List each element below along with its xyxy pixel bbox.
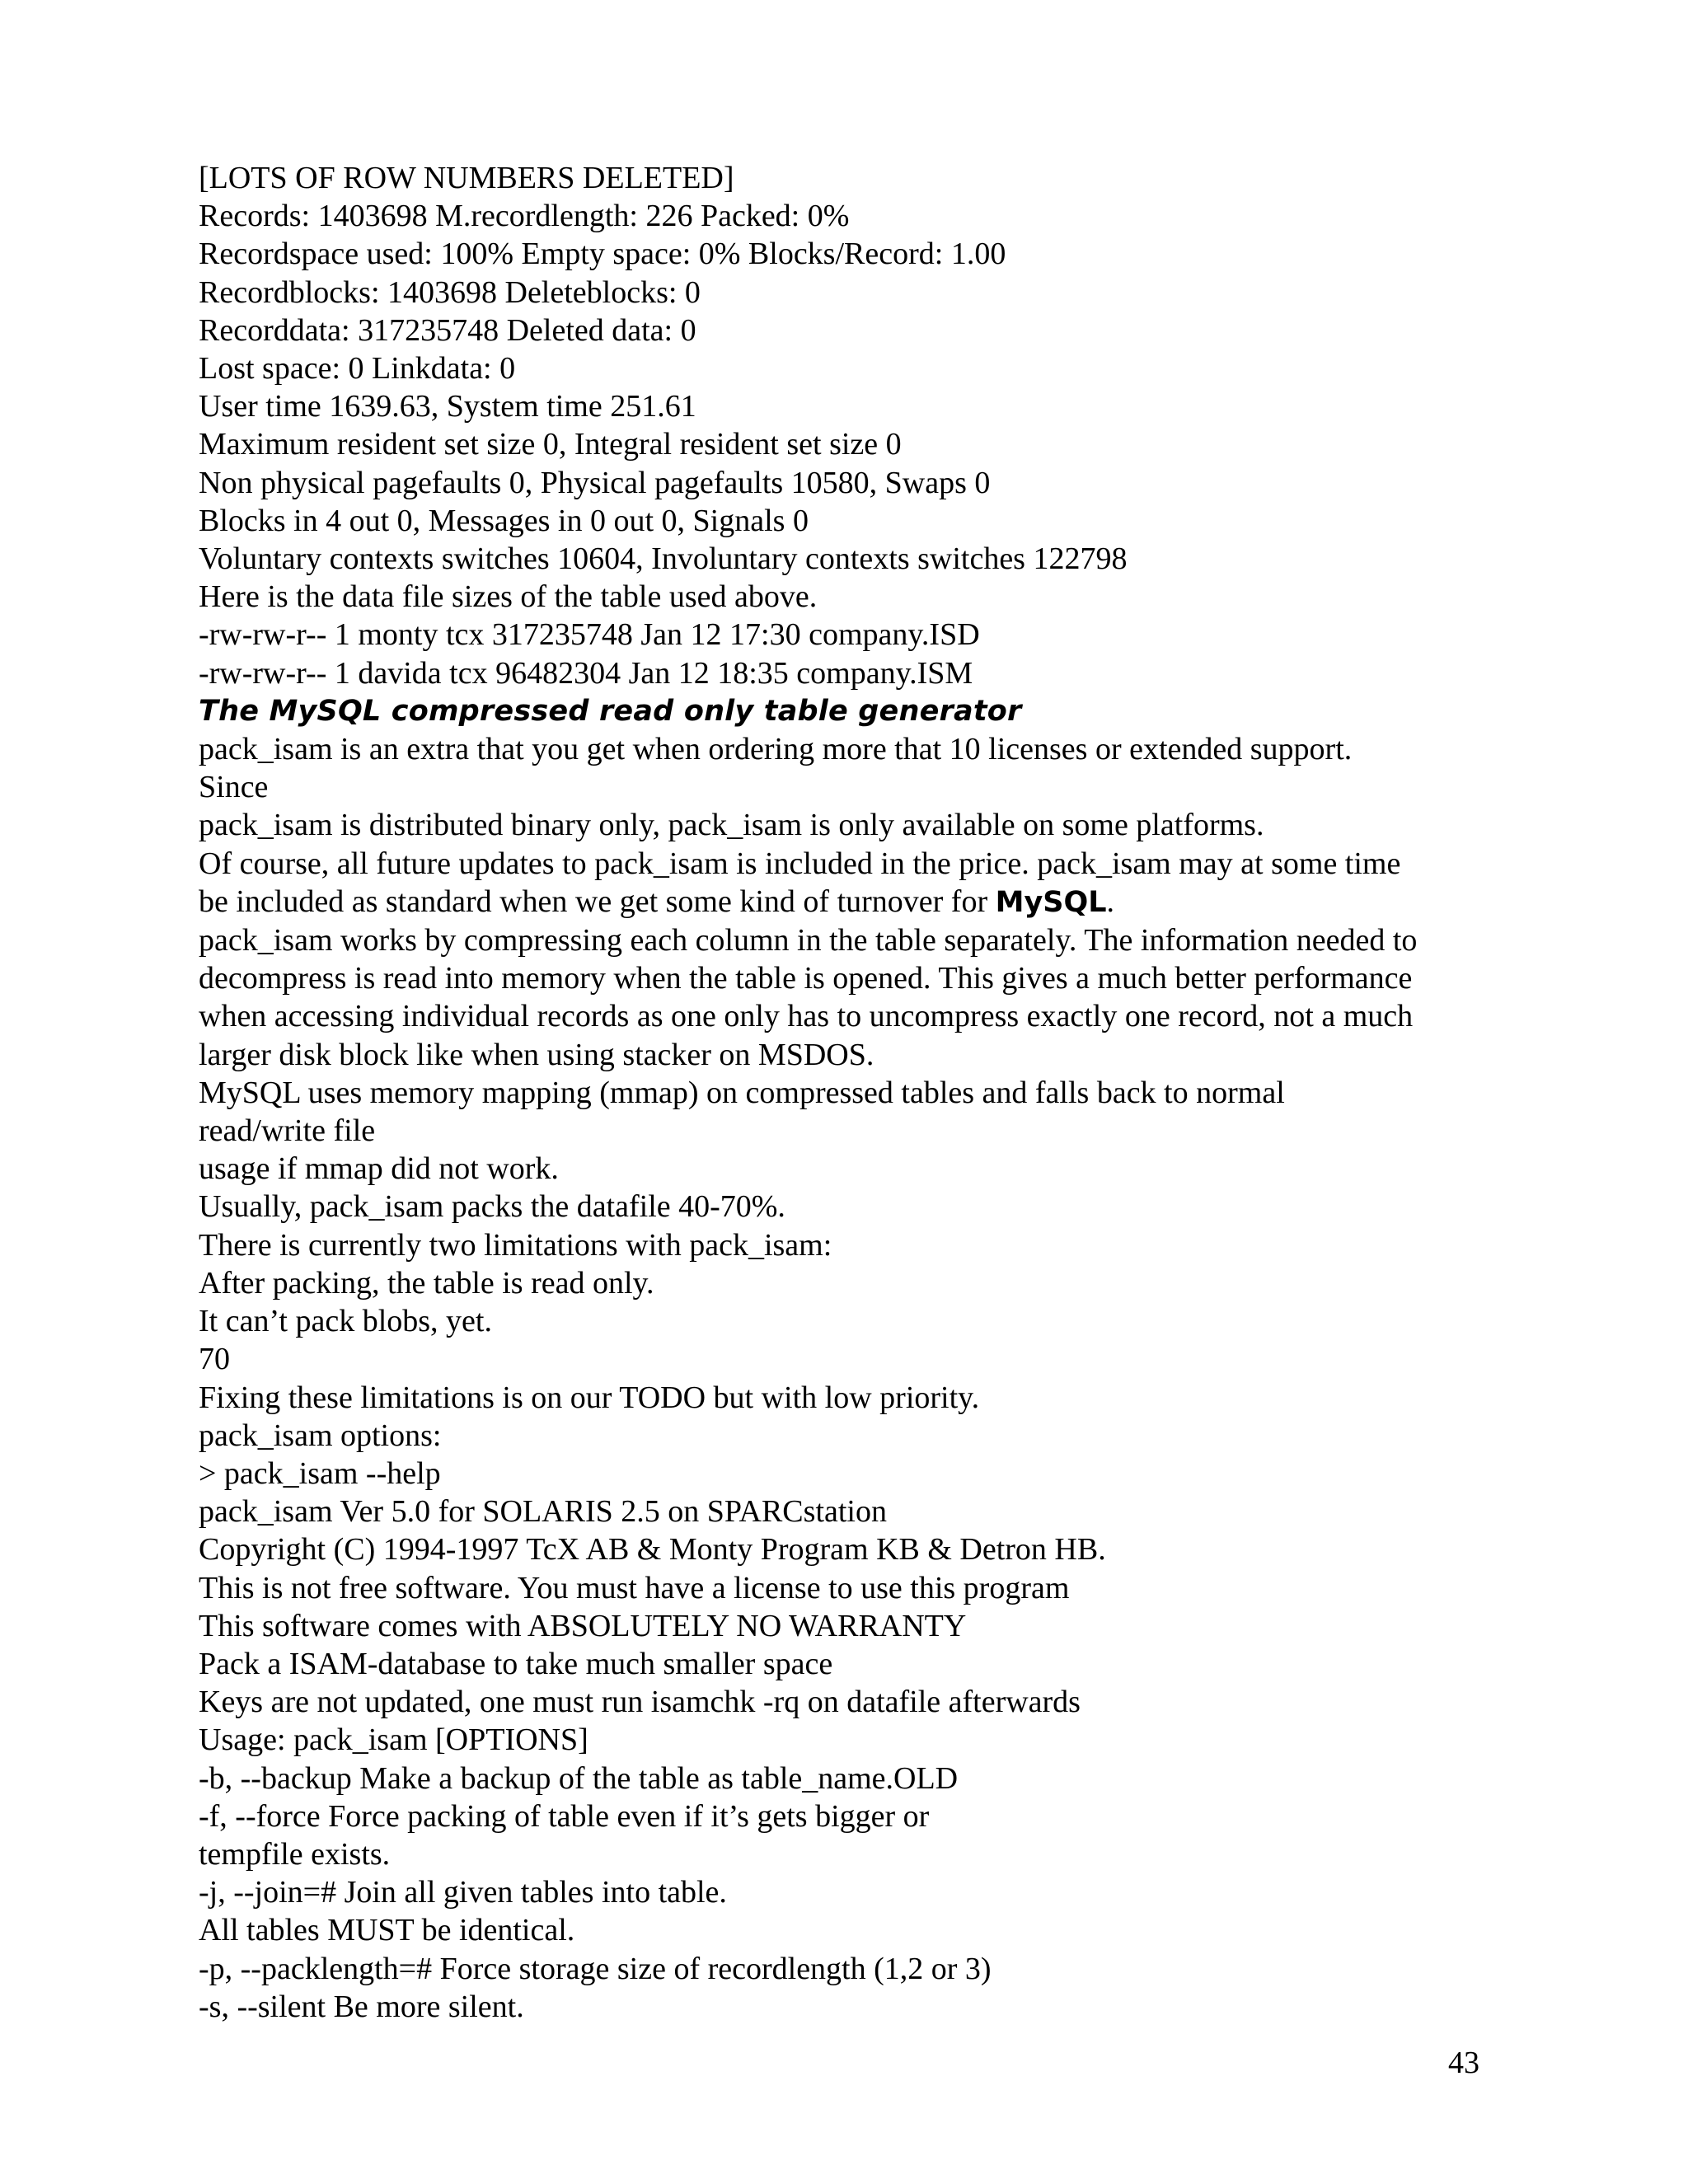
mysql-emphasis: MySQL: [995, 885, 1107, 919]
text-line: tempfile exists.: [199, 1836, 391, 1872]
body-text-block: [199, 921, 1501, 2026]
text-line: User time 1639.63, System time 251.61: [199, 389, 696, 424]
text-line: > pack_isam --help: [199, 1455, 441, 1491]
text-line: There is currently two limitations with pack_isam:: [199, 1227, 832, 1263]
text-line: Here is the data file sizes of the table used above.: [199, 579, 818, 615]
mixed-line: [199, 883, 1501, 921]
page-number: 43: [1448, 2046, 1479, 2080]
text-line: -b, --backup Make a backup of the table as table_name.OLD: [199, 1760, 959, 1796]
text-line: when accessing individual records as one only has to uncompress exactly one record, not a much: [199, 999, 1414, 1034]
intro-paragraph: [199, 730, 1501, 883]
text-line: 70: [199, 1342, 230, 1377]
text-line: This software comes with ABSOLUTELY NO WARRANTY: [199, 1608, 967, 1643]
text-line: pack_isam is distributed binary only, pack_isam is only available on some platforms.: [199, 808, 1264, 843]
text-line: decompress is read into memory when the table is opened. This gives a much better performance: [199, 961, 1413, 996]
text-line: Of course, all future updates to pack_isam is included in the price. pack_isam may at some time: [199, 846, 1401, 881]
text-line: Usage: pack_isam [OPTIONS]: [199, 1722, 588, 1758]
text-line: -p, --packlength=# Force storage size of recordlength (1,2 or 3): [199, 1951, 992, 1986]
text-line: Recorddata: 317235748 Deleted data: 0: [199, 312, 696, 348]
text-line: -rw-rw-r-- 1 davida tcx 96482304 Jan 12 18:35 company.ISM: [199, 655, 973, 691]
text-line: This is not free software. You must have a license to use this program: [199, 1570, 1070, 1605]
text-line: -f, --force Force packing of table even if it’s gets bigger or: [199, 1798, 930, 1834]
text-line: pack_isam Ver 5.0 for SOLARIS 2.5 on SPARCstation: [199, 1494, 887, 1530]
text-line: Fixing these limitations is on our TODO but with low priority.: [199, 1380, 980, 1415]
text-line: Since: [199, 770, 269, 805]
text-line: Non physical pagefaults 0, Physical pagefaults 10580, Swaps 0: [199, 465, 991, 500]
mixed-line-end: .: [1106, 883, 1115, 919]
section-heading: The MySQL compressed read only table generator: [199, 694, 1022, 728]
text-line: pack_isam is an extra that you get when ordering more that 10 licenses or extended support.: [199, 732, 1353, 767]
text-line: Lost space: 0 Linkdata: 0: [199, 351, 516, 387]
text-line: It can’t pack blobs, yet.: [199, 1304, 492, 1339]
mixed-line-text: be included as standard when we get some kind of turnover for: [199, 883, 996, 919]
page-body: [199, 159, 1501, 2026]
text-line: Voluntary contexts switches 10604, Involuntary contexts switches 122798: [199, 541, 1128, 577]
text-line: Maximum resident set size 0, Integral resident set size 0: [199, 427, 902, 462]
output-block: [199, 159, 1501, 692]
text-line: usage if mmap did not work.: [199, 1151, 559, 1187]
text-line: Keys are not updated, one must run isamchk -rq on datafile afterwards: [199, 1685, 1081, 1720]
text-line: -rw-rw-r-- 1 monty tcx 317235748 Jan 12 17:30 company.ISD: [199, 617, 980, 653]
text-line: All tables MUST be identical.: [199, 1913, 575, 1948]
text-line: After packing, the table is read only.: [199, 1265, 654, 1301]
text-line: -j, --join=# Join all given tables into table.: [199, 1875, 727, 1910]
text-line: Copyright (C) 1994-1997 TcX AB & Monty Program KB & Detron HB.: [199, 1532, 1106, 1568]
text-line: Records: 1403698 M.recordlength: 226 Packed: 0%: [199, 199, 850, 234]
text-line: Blocks in 4 out 0, Messages in 0 out 0, Signals 0: [199, 503, 809, 538]
text-line: -s, --silent Be more silent.: [199, 1989, 524, 2024]
text-line: Pack a ISAM-database to take much smaller space: [199, 1646, 833, 1681]
text-line: MySQL uses memory mapping (mmap) on compressed tables and falls back to normal: [199, 1075, 1285, 1110]
text-line: Recordspace used: 100% Empty space: 0% Blocks/Record: 1.00: [199, 237, 1006, 272]
text-line: larger disk block like when using stacker on MSDOS.: [199, 1037, 874, 1072]
text-line: pack_isam options:: [199, 1418, 442, 1453]
text-line: read/write file: [199, 1113, 376, 1149]
text-line: [LOTS OF ROW NUMBERS DELETED]: [199, 161, 734, 195]
text-line: Recordblocks: 1403698 Deleteblocks: 0: [199, 274, 701, 310]
text-line: Usually, pack_isam packs the datafile 40-70%.: [199, 1189, 785, 1225]
text-line: pack_isam works by compressing each column in the table separately. The information needed to: [199, 923, 1418, 958]
